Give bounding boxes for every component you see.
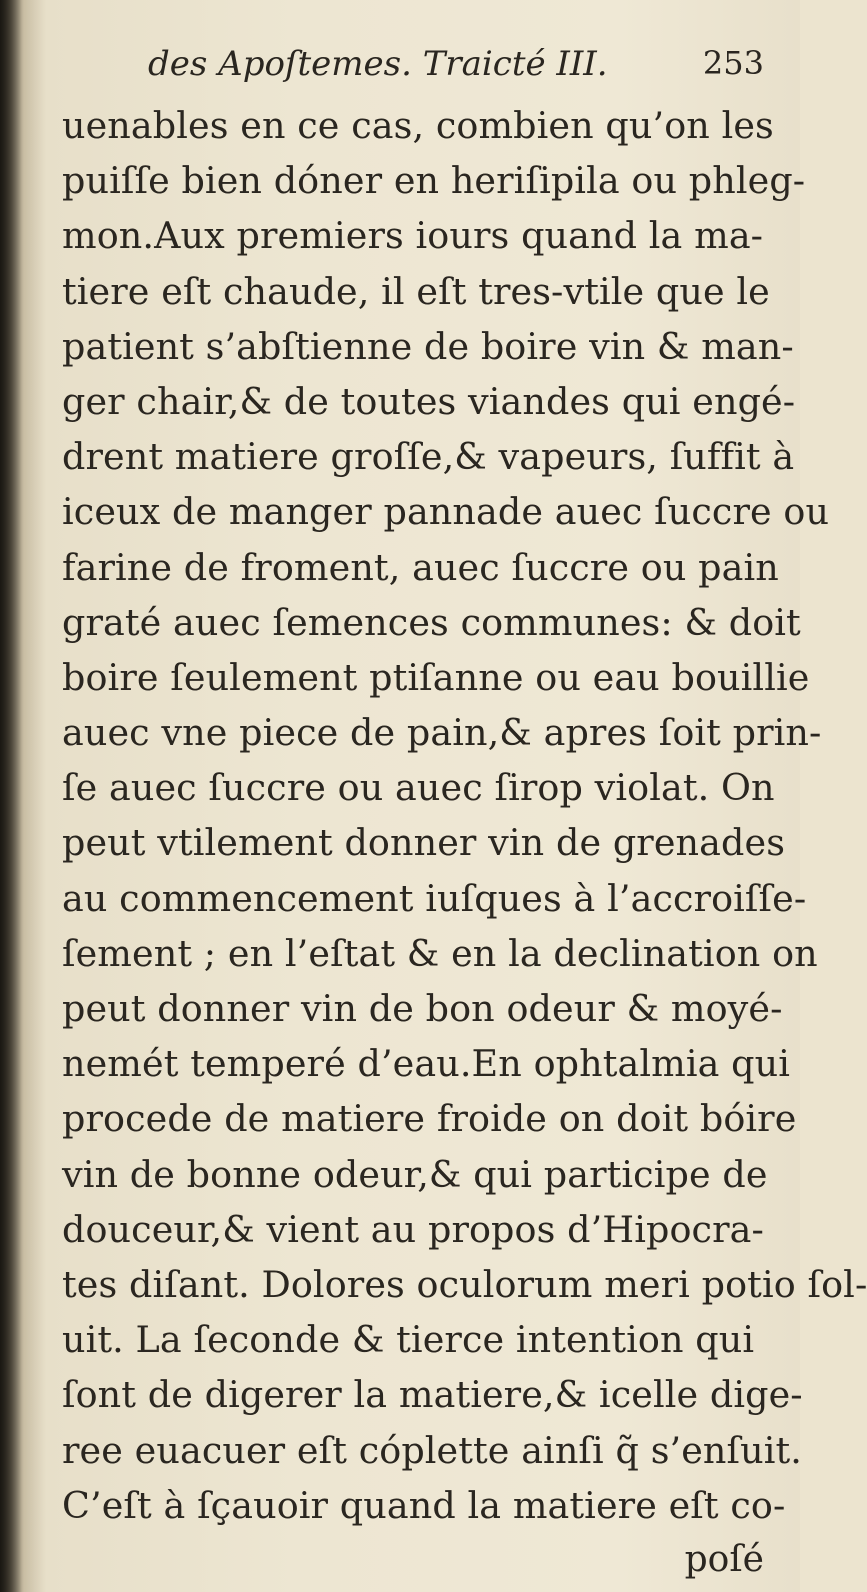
text-line: procede de matiere froide on doit bóire xyxy=(62,1097,797,1141)
text-line: drent matiere groſſe,& vapeurs, ſuffit à xyxy=(62,435,795,479)
text-line: ree euacuer eſt cóplette ainſi q̃ s’enſuit. xyxy=(62,1428,802,1472)
catchword: poſé xyxy=(684,1539,764,1580)
page-number: 253 xyxy=(702,44,764,82)
page-header xyxy=(62,44,774,100)
text-line: vin de bonne odeur,& qui participe de xyxy=(62,1152,768,1196)
text-line: uit. La ſeconde & tierce intention qui xyxy=(62,1318,755,1362)
text-line: peut vtilement donner vin de grenades xyxy=(62,821,786,865)
text-line: iceux de manger pannade auec ſuccre ou xyxy=(62,490,830,534)
text-line: au commencement iuſques à l’accroiſſe- xyxy=(62,876,807,920)
body-text xyxy=(62,98,867,1533)
text-line: ger chair,& de toutes viandes qui engé- xyxy=(62,379,796,423)
text-line: ſe auec ſuccre ou auec ſirop violat. On xyxy=(62,766,775,810)
text-line: tiere eſt chaude, il eſt tres-vtile que le xyxy=(62,269,770,313)
text-line: mon.Aux premiers iours quand la ma- xyxy=(62,214,764,258)
text-line: nemét temperé d’eau.En ophtalmia qui xyxy=(62,1042,791,1086)
gutter-shadow xyxy=(0,0,22,1592)
text-line: patient s’abſtienne de boire vin & man- xyxy=(62,324,794,368)
text-line: farine de froment, auec ſuccre ou pain xyxy=(62,545,779,589)
text-line: peut donner vin de bon odeur & moyé- xyxy=(62,987,783,1030)
text-line: ſont de digerer la matiere,& icelle dige- xyxy=(62,1373,803,1417)
text-line: puiſſe bien dóner en heriſipila ou phleg- xyxy=(62,159,806,203)
text-line: ſement ; en l’eſtat & en la declination on xyxy=(62,931,818,975)
running-title: des Apoſtemes. Traicté III. xyxy=(148,44,608,84)
text-line: auec vne piece de pain,& apres ſoit prin- xyxy=(62,711,822,755)
text-line: tes diſant. Dolores oculorum meri potio ſol- xyxy=(62,1262,867,1306)
text-line: C’eſt à ſçauoir quand la matiere eſt co- xyxy=(62,1483,786,1527)
text-line: uenables en ce cas, combien qu’on les xyxy=(62,104,774,147)
text-line: douceur,& vient au propos d’Hipocra- xyxy=(62,1207,764,1251)
text-line: graté auec ſemences communes: & doit xyxy=(62,600,801,644)
text-line: boire ſeulement ptiſanne ou eau bouillie xyxy=(62,655,810,699)
